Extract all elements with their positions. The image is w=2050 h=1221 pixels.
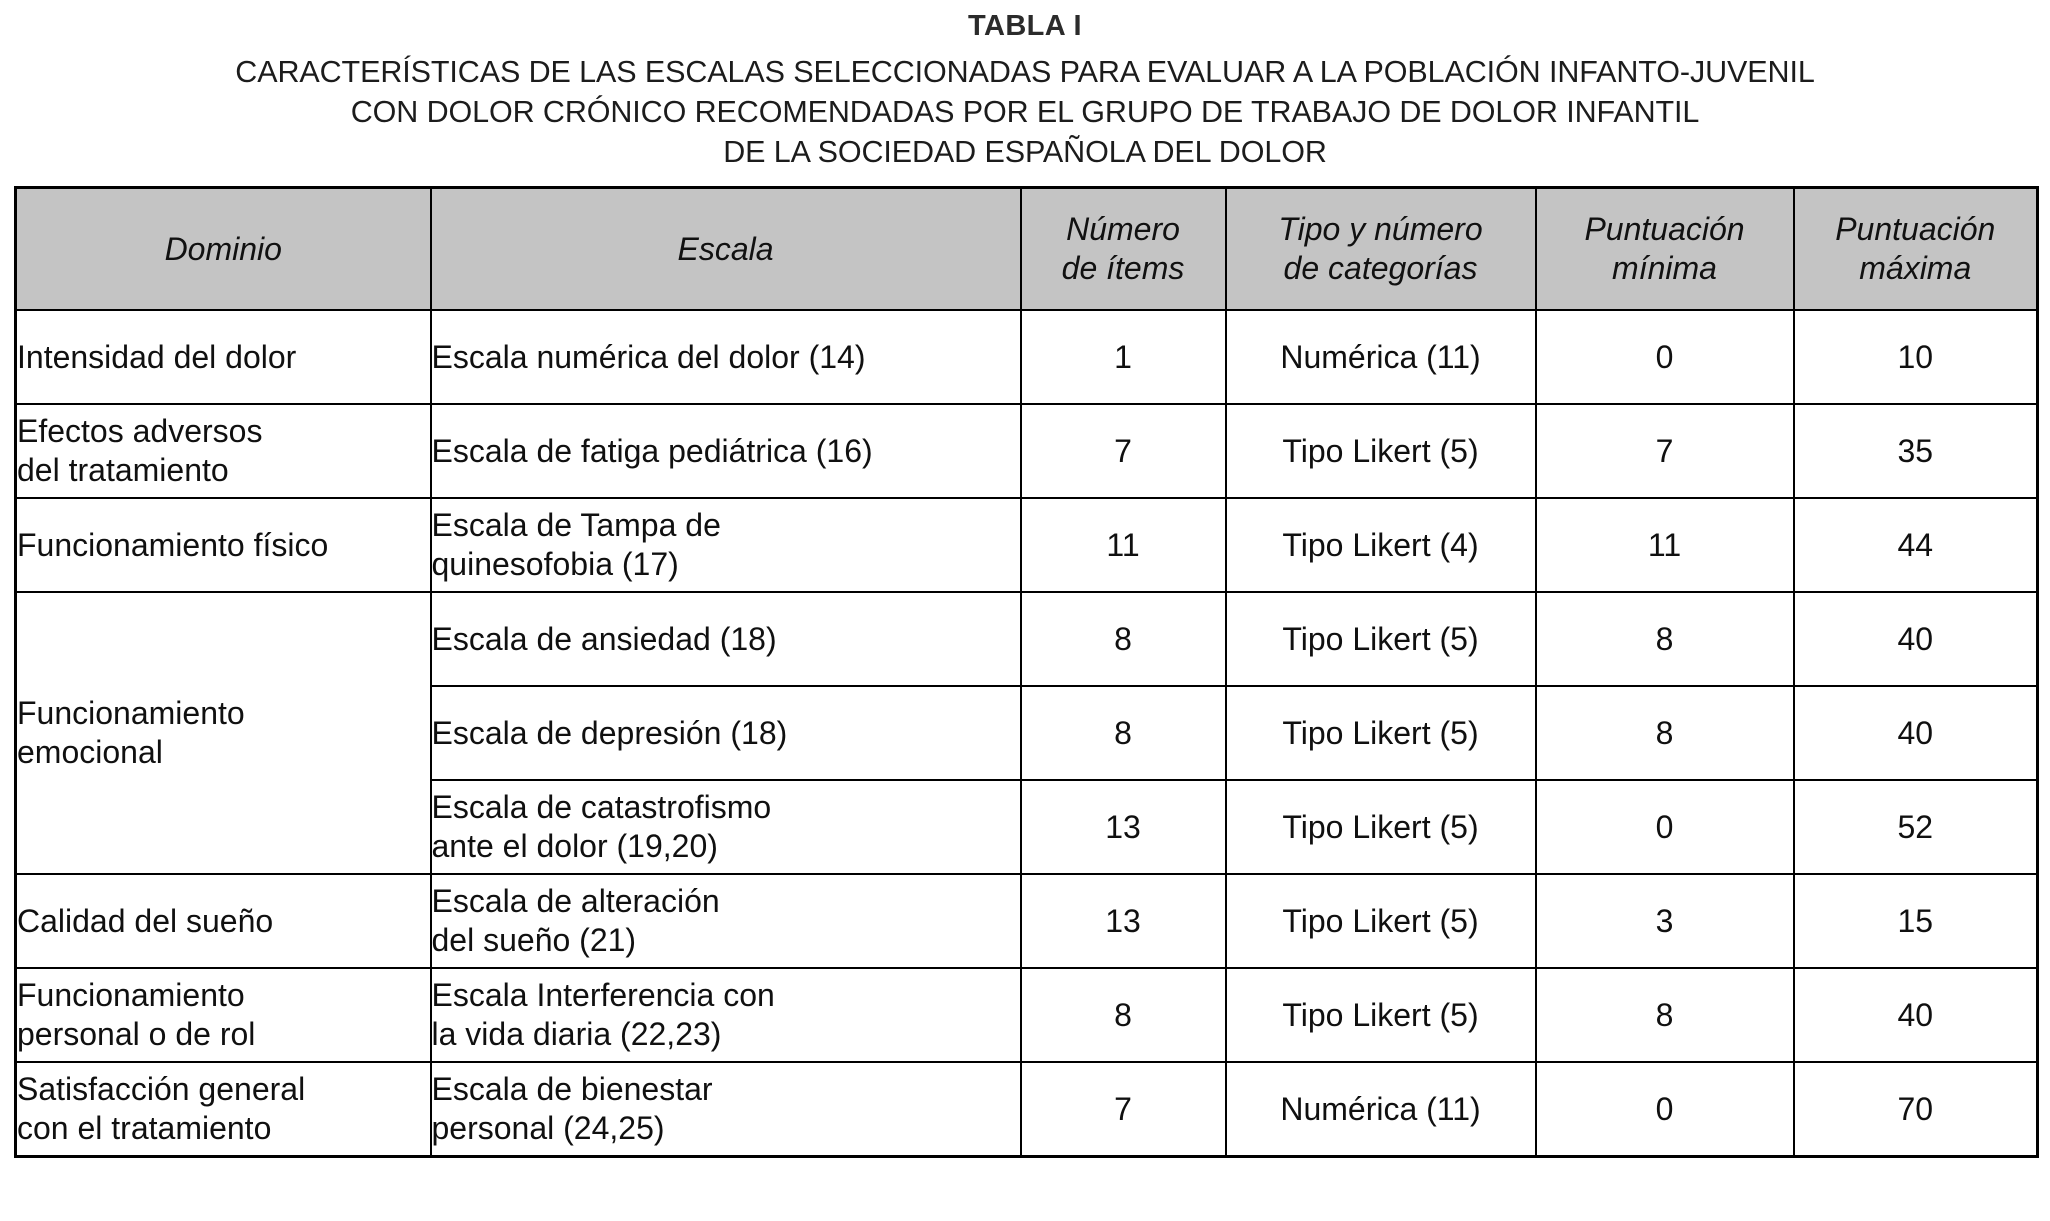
column-header-puntuacion-maxima-line-1: Puntuación <box>1835 211 1996 248</box>
cell-line: Escala de depresión (18) <box>431 714 788 751</box>
column-header-puntuacion-maxima <box>1794 188 2038 311</box>
cell-line: personal o de rol <box>17 1016 256 1053</box>
cell-escala <box>431 968 1021 1062</box>
cell-max: 40 <box>1794 968 2038 1062</box>
cell-tipo: Tipo Likert (5) <box>1226 780 1536 874</box>
column-header-escala-line-1: Escala <box>677 230 774 267</box>
cell-tipo: Tipo Likert (4) <box>1226 498 1536 592</box>
table-row <box>16 968 2038 1062</box>
table-title-line-3: DE LA SOCIEDAD ESPAÑOLA DEL DOLOR <box>723 135 1327 170</box>
column-header-tipo-categorias <box>1226 188 1536 311</box>
column-header-numero-items-line-1: Número <box>1066 211 1180 248</box>
cell-items: 1 <box>1021 310 1226 404</box>
column-header-numero-items <box>1021 188 1226 311</box>
cell-min: 7 <box>1536 404 1794 498</box>
cell-max: 40 <box>1794 686 2038 780</box>
column-header-puntuacion-maxima-line-2: máxima <box>1859 250 1972 287</box>
cell-tipo: Numérica (11) <box>1226 1062 1536 1157</box>
cell-escala <box>431 592 1021 686</box>
cell-line: Funcionamiento <box>17 694 245 731</box>
cell-escala <box>431 780 1021 874</box>
cell-escala <box>431 874 1021 968</box>
cell-line: del tratamiento <box>17 452 229 489</box>
cell-line: del sueño (21) <box>431 922 637 959</box>
cell-min: 3 <box>1536 874 1794 968</box>
cell-line: Escala de catastrofismo <box>431 788 772 825</box>
cell-max: 40 <box>1794 592 2038 686</box>
cell-max: 52 <box>1794 780 2038 874</box>
cell-items: 7 <box>1021 404 1226 498</box>
cell-escala <box>431 498 1021 592</box>
column-header-puntuacion-minima <box>1536 188 1794 311</box>
cell-line: ante el dolor (19,20) <box>431 828 718 865</box>
table-row <box>16 310 2038 404</box>
cell-line: quinesofobia (17) <box>431 546 679 583</box>
cell-line: Escala de bienestar <box>431 1070 713 1107</box>
column-header-tipo-categorias-line-1: Tipo y número <box>1278 211 1483 248</box>
cell-items: 13 <box>1021 874 1226 968</box>
cell-tipo: Tipo Likert (5) <box>1226 968 1536 1062</box>
cell-tipo: Tipo Likert (5) <box>1226 686 1536 780</box>
table-header-row <box>16 188 2038 311</box>
table-label: TABLA I <box>968 10 1082 42</box>
cell-line: Escala de Tampa de <box>431 506 721 543</box>
cell-dominio <box>16 1062 431 1157</box>
table-title-line-1: CARACTERÍSTICAS DE LAS ESCALAS SELECCIONADAS PARA EVALUAR A LA POBLACIÓN INFANTO-JUVENIL <box>235 54 1815 89</box>
cell-items: 8 <box>1021 968 1226 1062</box>
cell-dominio <box>16 404 431 498</box>
cell-min: 8 <box>1536 968 1794 1062</box>
cell-escala <box>431 310 1021 404</box>
cell-line: Satisfacción general <box>17 1070 306 1107</box>
cell-max: 10 <box>1794 310 2038 404</box>
cell-min: 0 <box>1536 310 1794 404</box>
cell-min: 0 <box>1536 1062 1794 1157</box>
table-caption <box>20 8 2030 172</box>
cell-dominio <box>16 592 431 874</box>
cell-dominio <box>16 874 431 968</box>
cell-max: 15 <box>1794 874 2038 968</box>
column-header-puntuacion-minima-line-2: mínima <box>1612 250 1717 287</box>
column-header-dominio <box>16 188 431 311</box>
cell-max: 35 <box>1794 404 2038 498</box>
cell-items: 13 <box>1021 780 1226 874</box>
table-row <box>16 404 2038 498</box>
column-header-puntuacion-minima-line-1: Puntuación <box>1584 211 1745 248</box>
cell-line: Funcionamiento físico <box>17 526 329 563</box>
column-header-numero-items-line-2: de ítems <box>1061 250 1185 287</box>
cell-items: 8 <box>1021 686 1226 780</box>
cell-dominio <box>16 968 431 1062</box>
table-title-line-2: CON DOLOR CRÓNICO RECOMENDADAS POR EL GRUPO DE TRABAJO DE DOLOR INFANTIL <box>350 94 1700 129</box>
scales-table <box>14 186 2039 1158</box>
cell-min: 0 <box>1536 780 1794 874</box>
cell-items: 7 <box>1021 1062 1226 1157</box>
cell-line: Escala de alteración <box>431 882 720 919</box>
cell-dominio <box>16 310 431 404</box>
cell-line: Escala numérica del dolor (14) <box>431 338 866 375</box>
cell-line: Escala de ansiedad (18) <box>431 620 777 657</box>
table-row <box>16 592 2038 686</box>
cell-tipo: Tipo Likert (5) <box>1226 592 1536 686</box>
cell-tipo: Tipo Likert (5) <box>1226 874 1536 968</box>
table-row <box>16 498 2038 592</box>
column-header-tipo-categorias-line-2: de categorías <box>1283 250 1478 287</box>
cell-line: Calidad del sueño <box>17 902 274 939</box>
cell-escala <box>431 404 1021 498</box>
cell-tipo: Tipo Likert (5) <box>1226 404 1536 498</box>
cell-line: personal (24,25) <box>431 1110 665 1147</box>
cell-line: con el tratamiento <box>17 1110 272 1147</box>
cell-items: 8 <box>1021 592 1226 686</box>
cell-escala <box>431 1062 1021 1157</box>
cell-line: emocional <box>17 734 163 771</box>
cell-tipo: Numérica (11) <box>1226 310 1536 404</box>
cell-max: 44 <box>1794 498 2038 592</box>
cell-min: 8 <box>1536 592 1794 686</box>
cell-line: Escala Interferencia con <box>431 976 775 1013</box>
cell-line: Intensidad del dolor <box>17 338 297 375</box>
cell-line: la vida diaria (22,23) <box>431 1016 722 1053</box>
table-header <box>16 188 2038 311</box>
column-header-dominio-line-1: Dominio <box>164 230 282 267</box>
cell-dominio <box>16 498 431 592</box>
table-title <box>20 52 2030 173</box>
table-row <box>16 874 2038 968</box>
cell-min: 11 <box>1536 498 1794 592</box>
cell-line: Funcionamiento <box>17 976 245 1013</box>
cell-max: 70 <box>1794 1062 2038 1157</box>
cell-line: Efectos adversos <box>17 412 263 449</box>
cell-min: 8 <box>1536 686 1794 780</box>
table-body <box>16 310 2038 1157</box>
table-row <box>16 1062 2038 1157</box>
cell-items: 11 <box>1021 498 1226 592</box>
cell-line: Escala de fatiga pediátrica (16) <box>431 432 873 469</box>
cell-escala <box>431 686 1021 780</box>
column-header-escala <box>431 188 1021 311</box>
